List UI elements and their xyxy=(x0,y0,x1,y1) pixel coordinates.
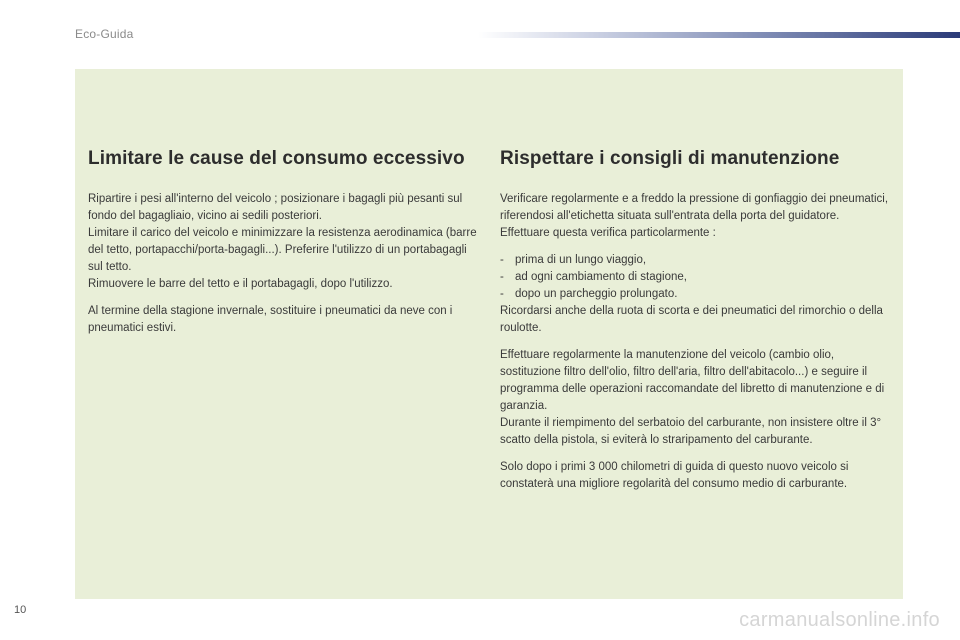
right-heading: Rispettare i consigli di manutenzione xyxy=(500,148,840,169)
right-paragraph-3 xyxy=(500,459,892,493)
left-text-line: Limitare il carico del veicolo e minimizzare la resistenza aerodinamica (barre del tetto, portapacchi/porta-bagagli...). Preferire l'utilizzo di un portabagagli sul tetto. xyxy=(88,227,477,273)
right-body xyxy=(500,191,892,503)
right-text-line: Verificare regolarmente e a freddo la pressione di gonfiaggio dei pneumatici, riferendosi all'etichetta situata sull'entrata della porta del guidatore. xyxy=(500,193,889,222)
watermark: carmanualsonline.info xyxy=(739,609,940,631)
page-number: 10 xyxy=(14,604,27,616)
header-gradient-bar xyxy=(478,32,960,38)
right-text-line: Durante il riempimento del serbatoio del carburante, non insistere oltre il 3° scatto della pistola, si eviterà lo straripamento del carburante. xyxy=(500,417,882,446)
right-paragraph-1 xyxy=(500,191,892,242)
left-heading: Limitare le cause del consumo eccessivo xyxy=(88,148,465,169)
list-item-text: ad ogni cambiamento di stagione, xyxy=(515,271,687,283)
bullet-marker: - xyxy=(500,288,504,300)
list-item xyxy=(500,252,892,269)
left-text-line: Rimuovere le barre del tetto e il portabagagli, dopo l'utilizzo. xyxy=(88,278,393,290)
right-text-line: Ricordarsi anche della ruota di scorta e dei pneumatici del rimorchio o della roulotte. xyxy=(500,305,883,334)
section-title: Eco-Guida xyxy=(75,27,134,41)
list-item xyxy=(500,269,892,286)
list-item-text: prima di un lungo viaggio, xyxy=(515,254,647,266)
checklist xyxy=(500,252,892,303)
right-text-line: Solo dopo i primi 3 000 chilometri di guida di questo nuovo veicolo si constaterà una migliore regolarità del consumo medio di carburante. xyxy=(500,461,849,490)
list-item-text: dopo un parcheggio prolungato. xyxy=(515,288,678,300)
left-text-line: Al termine della stagione invernale, sostituire i pneumatici da neve con i pneumatici estivi. xyxy=(88,305,453,334)
left-text-line: Ripartire i pesi all'interno del veicolo ; posizionare i bagagli più pesanti sul fondo del bagagliaio, vicino ai sedili posteriori. xyxy=(88,193,463,222)
left-body xyxy=(88,191,478,347)
content-panel xyxy=(75,69,903,599)
list-item xyxy=(500,286,892,303)
right-paragraph-2 xyxy=(500,347,892,449)
right-text-line: Effettuare regolarmente la manutenzione del veicolo (cambio olio, sostituzione filtro dell'olio, filtro dell'aria, filtro dell'abitacolo...) e seguire il programma delle operazioni raccomandate del libretto di manutenzione e di garanzia. xyxy=(500,349,885,412)
bullet-marker: - xyxy=(500,254,504,266)
right-text-line: Effettuare questa verifica particolarmente : xyxy=(500,227,716,239)
bullet-marker: - xyxy=(500,271,504,283)
left-paragraph-2 xyxy=(88,303,478,337)
left-paragraph-1 xyxy=(88,191,478,293)
